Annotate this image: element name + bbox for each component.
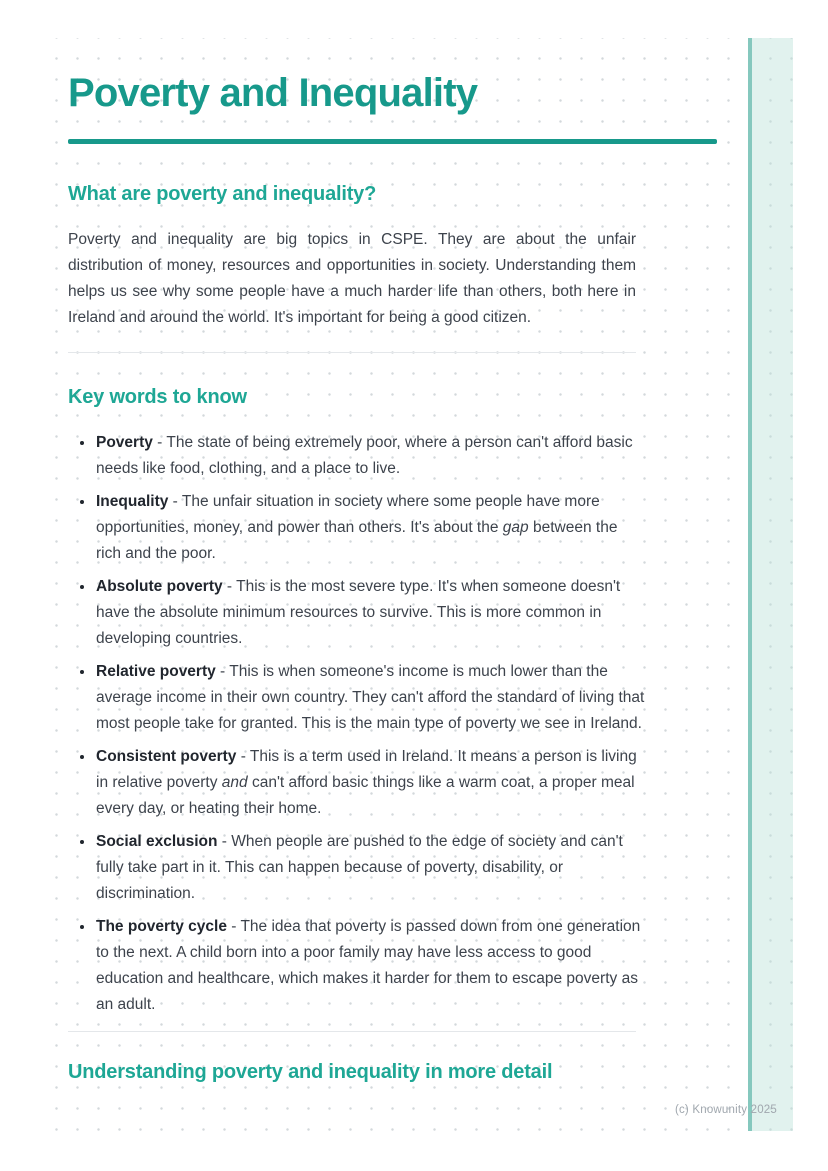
section-heading-key-words: Key words to know	[68, 386, 247, 408]
key-word-desc: The idea that poverty is passed down from one generation to the next. A child born into a poor family may have less access to good education and healthcare, which makes it harder for them to escape poverty as an adult.	[96, 918, 641, 1013]
section-divider	[68, 1031, 636, 1032]
key-word-desc: This is a term used in Ireland. It means a person is living in relative poverty	[96, 748, 637, 791]
key-word-term: Relative poverty	[96, 663, 216, 680]
page-title: Poverty and Inequality	[68, 71, 478, 115]
key-word-desc: When people are pushed to the edge of society and can't fully take part in it. This can happen because of poverty, disability, or discrimination.	[96, 833, 623, 902]
key-word-item: • Social exclusion - When people are pushed to the edge of society and can't fully take part in it. This can happen because of poverty, disability, or discrimination.	[95, 828, 646, 907]
key-word-desc: The state of being extremely poor, where a person can't afford basic needs like food, clothing, and a place to live.	[96, 434, 633, 477]
key-word-item: • Inequality - The unfair situation in society where some people have more opportunities, money, and power than others. It's about the gap between the rich and the poor.	[95, 488, 646, 567]
key-word-item: • The poverty cycle - The idea that poverty is passed down from one generation to the next. A child born into a poor family may have less access to good education and healthcare, which makes it harder for them to escape poverty as an adult.	[95, 913, 646, 1018]
key-word-desc: can't afford basic things like a warm coat, a proper meal every day, or heating their home.	[96, 774, 635, 817]
key-word-term: Absolute poverty	[96, 578, 223, 595]
key-word-term: Poverty	[96, 434, 153, 451]
key-word-desc: This is when someone's income is much lower than the average income in their own country. They can't afford the standard of living that most people take for granted. This is the main type of poverty we see in Ireland.	[96, 663, 645, 732]
right-accent-band	[748, 38, 793, 1131]
key-word-item: • Poverty - The state of being extremely poor, where a person can't afford basic needs like food, clothing, and a place to live.	[95, 429, 646, 482]
key-words-list	[68, 429, 646, 1018]
key-word-term: Inequality	[96, 493, 169, 510]
intro-paragraph: Poverty and inequality are big topics in CSPE. They are about the unfair distribution of money, resources and opportunities in society. Understanding them helps us see why some people have a much harder life than others, both here in Ireland and around the world. It's important for being a good citizen.	[68, 231, 636, 326]
key-word-term: Consistent poverty	[96, 748, 237, 765]
copyright-watermark: (c) Knowunity 2025	[674, 1104, 777, 1116]
title-underline-rule	[68, 139, 717, 144]
key-word-desc-italic: and	[221, 774, 248, 791]
key-word-item: • Relative poverty - This is when someone's income is much lower than the average income in their own country. They can't afford the standard of living that most people take for granted. This is the main type of poverty we see in Ireland.	[95, 658, 646, 737]
section-heading-what-are: What are poverty and inequality?	[68, 183, 377, 205]
key-word-term: The poverty cycle	[96, 918, 227, 935]
key-word-term: Social exclusion	[96, 833, 218, 850]
key-word-desc-italic: gap	[502, 519, 529, 536]
document-content	[68, 38, 717, 1084]
key-word-desc: The unfair situation in society where some people have more opportunities, money, and power than others. It's about the	[96, 493, 600, 536]
document-page	[42, 38, 793, 1131]
key-word-item: • Absolute poverty - This is the most severe type. It's when someone doesn't have the absolute minimum resources to survive. This is more common in developing countries.	[95, 573, 646, 652]
section-heading-understanding: Understanding poverty and inequality in more detail	[68, 1061, 553, 1083]
key-word-item: • Consistent poverty - This is a term used in Ireland. It means a person is living in relative poverty and can't afford basic things like a warm coat, a proper meal every day, or heating their home.	[95, 743, 646, 822]
section-divider	[68, 352, 636, 353]
key-word-desc: This is the most severe type. It's when someone doesn't have the absolute minimum resources to survive. This is more common in developing countries.	[96, 578, 621, 647]
key-word-desc: between the rich and the poor.	[96, 519, 618, 562]
